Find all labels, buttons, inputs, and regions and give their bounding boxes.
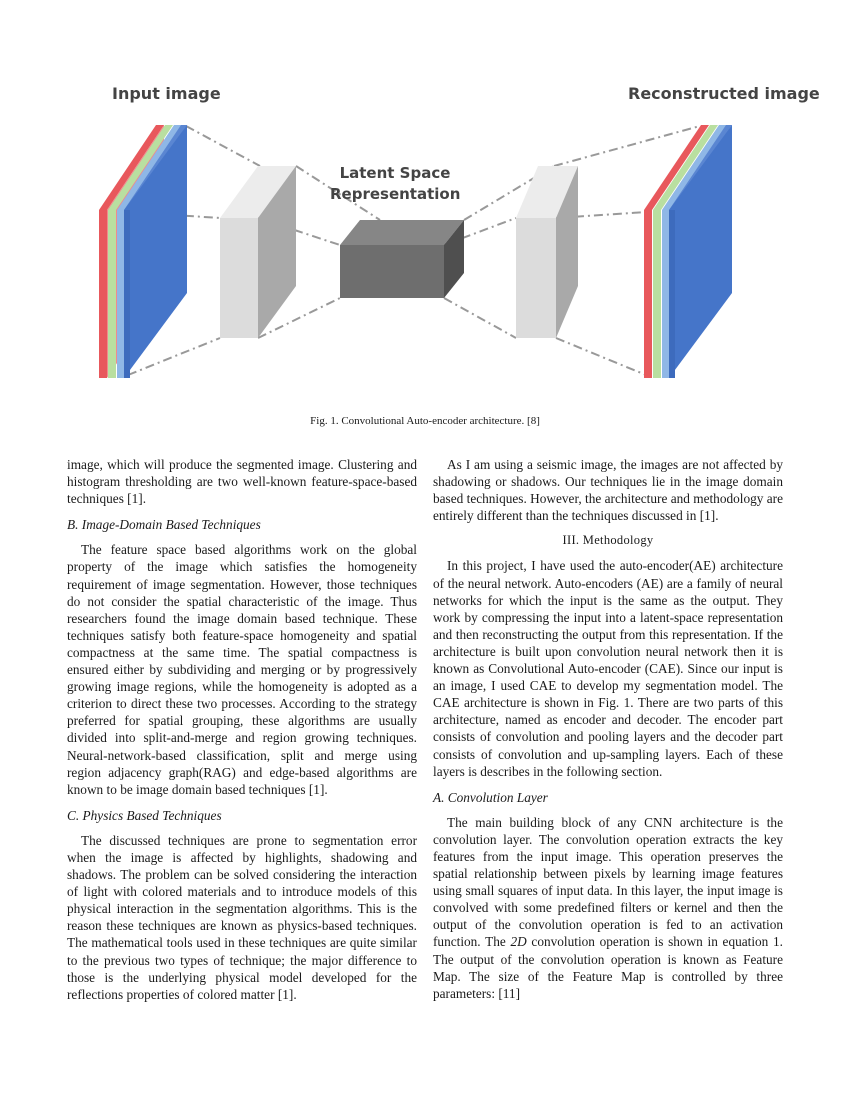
left-column [67, 456, 417, 1003]
paragraph [433, 814, 783, 1002]
latent-block [340, 220, 464, 298]
right-column [433, 456, 783, 1002]
latent-label-line2: Representation [330, 185, 461, 203]
paragraph: In this project, I have used the auto-encoder(AE) architecture of the neural network. Auto-encoders (AE) are a family of neural networks for which the input is the same as the output. They work by compressing the input into a latent-space representation and then reconstructing the output from this representation. If the architecture is built upon convolution neural network then it is known as Convolutional Auto-encoder (CAE). Since our input is an image, I used CAE to develop my segmentation model. The CAE architecture is shown in Fig. 1. There are two parts of this architecture, named as encoder and decoder. The encoder part consists of convolution and pooling layers and the decoder part consists of convolution and up-sampling layers. Each of these layers is describes in the following section. [433, 558, 783, 779]
section-heading-convolution: A. Convolution Layer [433, 789, 548, 805]
section-heading-methodology: III. Methodology [562, 533, 654, 548]
decoder-block [516, 166, 578, 338]
reconstructed-image-stack [644, 125, 732, 378]
figure-caption: Fig. 1. Convolutional Auto-encoder architecture. [8] [310, 415, 540, 427]
section-heading-physics: C. Physics Based Techniques [67, 807, 222, 823]
reconstructed-image-label: Reconstructed image [628, 84, 820, 103]
architecture-diagram [0, 0, 850, 410]
paragraph: The feature space based algorithms work on the global property of the image which satisfies the homogeneity requirement of image segmentation. However, those techniques do not consider the spatial characteristic of the image. Thus researchers found the image domain based technique. These techniques satisfy both feature-space homogeneity and spatial compactness at the same time. The spatial compactness is ensured either by subdividing and merging or by progressively growing image regions, while the homogeneity is adopted as a criterion to direct these two processes. According to the strategy preferred for spatial grouping, these algorithms are usually divided into split-and-merge and region growing techniques. Neural-network-based classification, split and merge using region adjacency graph(RAG) and edge-based algorithms are known to be image domain based techniques [1]. [67, 542, 417, 797]
paragraph: As I am using a seismic image, the images are not affected by shadowing or shadows. Our techniques lie in the image domain based techniques. However, the architecture and methodology are entirely different than the techniques discussed in [1]. [433, 457, 783, 524]
paragraph-text: convolution operation is shown in equation 1. The output of the convolution operation is known as Feature Map. The size of the Feature Map is controlled by three parameters: [11] [433, 934, 783, 1001]
latent-space-label [330, 163, 460, 205]
math-2d: 2D [510, 934, 527, 950]
paragraph-text: The main building block of any CNN architecture is the convolution layer. The convolution operation extracts the key features from the input image. This operation preserves the spatial relationship between pixels by learning image features using small squares of input data. In this layer, the input image is convolved with some predefined filters or kernel and then the output of the convolution operation is fed to an activation function. The [433, 814, 783, 950]
paragraph: The discussed techniques are prone to segmentation error when the image is affected by highlights, shadowing and shadows. The problem can be solved considering the interaction of light with colored materials and to introduce models of this physical interaction in the segmentation algorithms. This is the reason these techniques are known as physics-based techniques. The mathematical tools used in these techniques are quite similar to the previous two types of technique; the major difference to those is the underlying physical model developed for the reflections properties of colored matter [1]. [67, 832, 417, 1002]
paragraph: image, which will produce the segmented image. Clustering and histogram thresholding are two well-known feature-space-based techniques [1]. [67, 457, 417, 507]
input-image-stack [99, 125, 187, 378]
latent-label-line1: Latent Space [339, 164, 451, 182]
input-image-label: Input image [112, 84, 221, 103]
autoencoder-figure [0, 0, 850, 410]
section-heading-image-domain: B. Image-Domain Based Techniques [67, 517, 261, 533]
encoder-block [220, 166, 296, 338]
